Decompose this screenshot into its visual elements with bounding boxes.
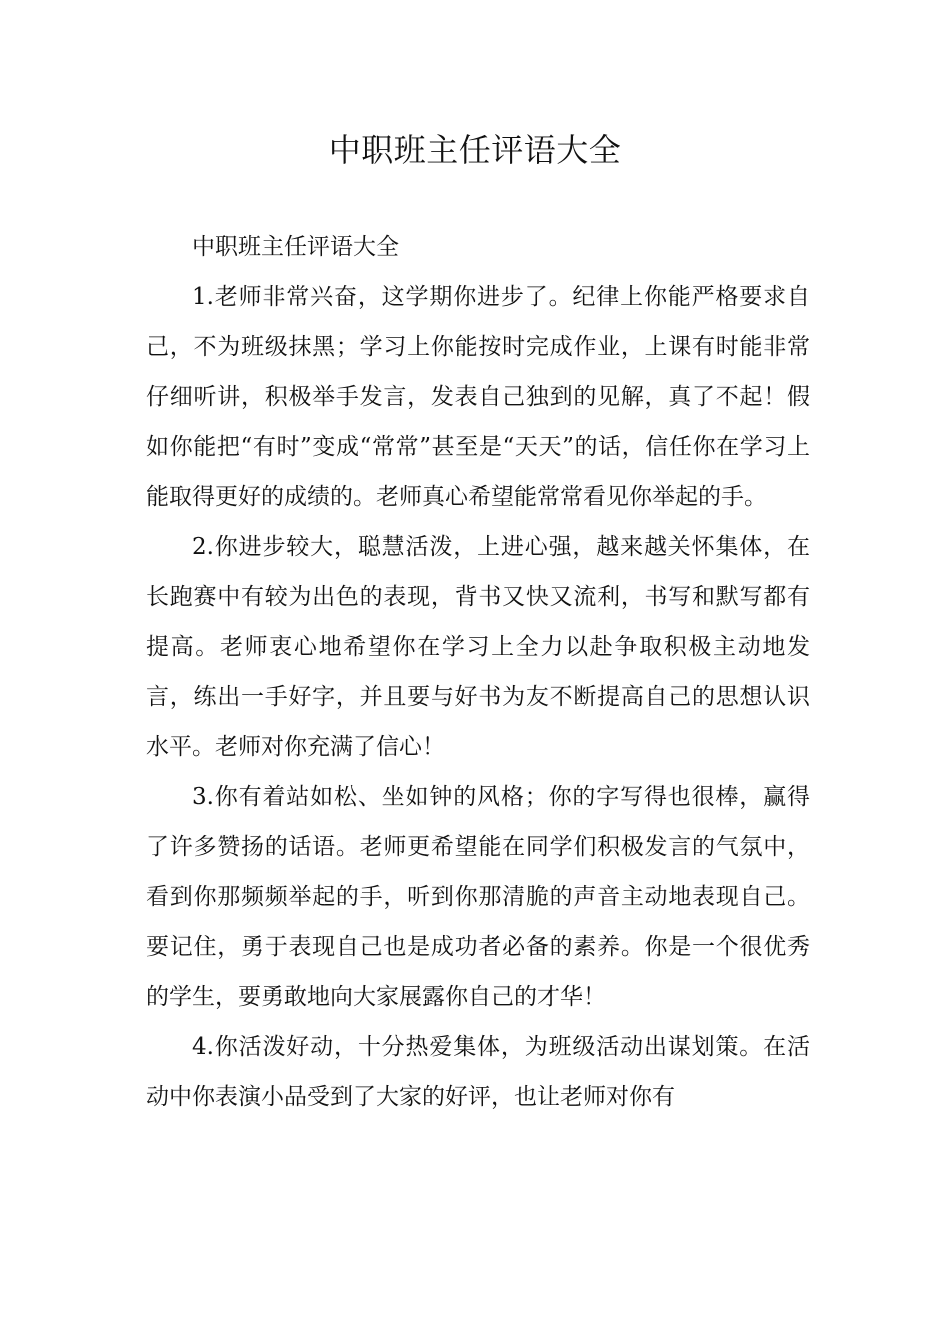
paragraph-1: 1.老师非常兴奋，这学期你进步了。纪律上你能严格要求自己，不为班级抹黑；学习上你能按时完成作业，上课有时能非常仔细听讲，积极举手发言，发表自己独到的见解，真了不起！假如你能把“有时”变成“常常”甚至是“天天”的话，信任你在学习上能取得更好的成绩的。老师真心希望能常常看见你举起的手。: [146, 284, 810, 510]
document-body: [146, 222, 810, 1122]
document-title: 中职班主任评语大全: [328, 131, 622, 169]
paragraph-2: 2.你进步较大，聪慧活泼，上进心强，越来越关怀集体，在长跑赛中有较为出色的表现，背书又快又流利，书写和默写都有提高。老师衷心地希望你在学习上全力以赴争取积极主动地发言，练出一手好字，并且要与好书为友不断提高自己的思想认识水平。老师对你充满了信心！: [146, 534, 810, 760]
paragraph-4: 4.你活泼好动，十分热爱集体，为班级活动出谋划策。在活动中你表演小品受到了大家的好评，也让老师对你有: [146, 1034, 810, 1110]
paragraph-3: 3.你有着站如松、坐如钟的风格；你的字写得也很棒，赢得了许多赞扬的话语。老师更希望能在同学们积极发言的气氛中，看到你那频频举起的手，听到你那清脆的声音主动地表现自己。要记住，勇于表现自己也是成功者必备的素养。你是一个很优秀的学生，要勇敢地向大家展露你自己的才华！: [146, 784, 810, 1010]
document-subtitle: 中职班主任评语大全: [192, 234, 399, 260]
